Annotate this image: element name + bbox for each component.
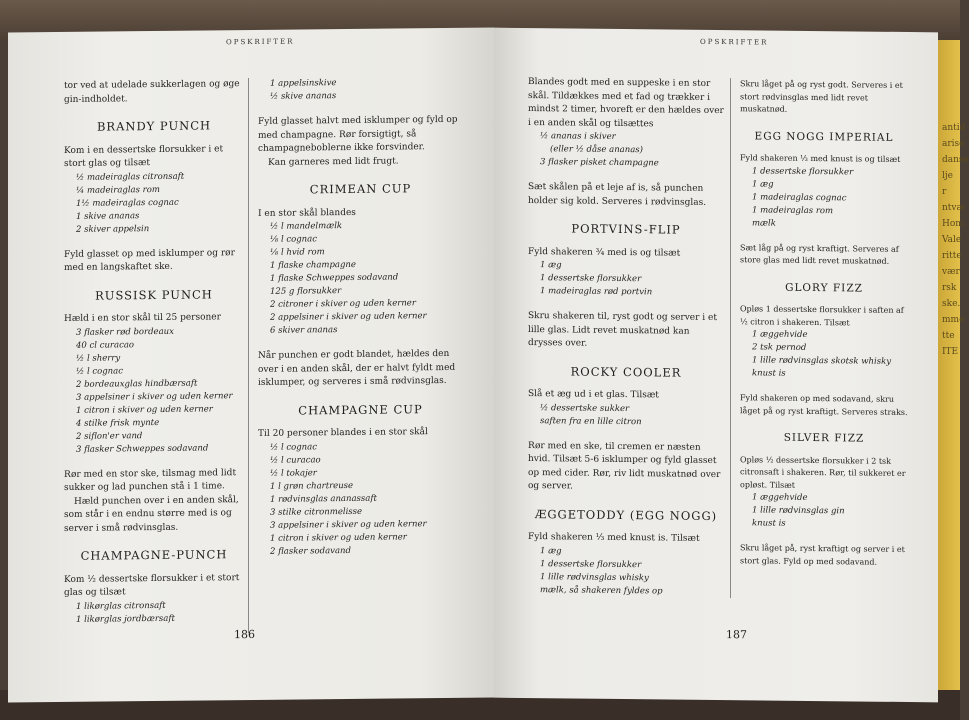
ingredient-item: 1 lille rødvinsglas skotsk whisky: [752, 355, 892, 367]
cover-text-line: tte: [942, 331, 955, 341]
ingredient-list: [64, 170, 244, 237]
cover-text-line: vær: [942, 267, 960, 277]
ingredient-item: 2 citroner i skiver og uden kerner: [270, 298, 416, 310]
intro-text: Skru låget på og ryst godt. Serveres i et stort rødvinsglas med lidt revet muskatnød.: [740, 79, 903, 114]
cover-text-line: Hom: [942, 219, 964, 229]
cover-text-line: rsk: [942, 283, 957, 293]
ingredient-item: ½ dessertske sukker: [540, 402, 630, 414]
intro-text: tor ved at udelade sukkerlagen og øge gin-indholdet.: [64, 79, 240, 105]
ingredient-list: [258, 439, 463, 558]
recipe-title-silver-fizz: SILVER FIZZ: [783, 431, 865, 445]
ingredient-item: ½ ananas i skiver: [540, 131, 616, 142]
cover-text-line: ritte: [942, 251, 962, 261]
ingredient-list: [528, 259, 724, 300]
recipe-instructions: Rør med en stor ske, tilsmag med lidt sukker og lad punchen stå i 1 time.: [64, 467, 237, 493]
ingredient-item: ⅛ l cognac: [270, 234, 317, 245]
ingredient-item: ½ l tokajer: [270, 467, 317, 479]
recipe-instructions: Når punchen er godt blandet, hældes den over i en anden skål, der er halvt fyldt med isklumper, og serveres i små rødvinsglas.: [258, 348, 456, 388]
ingredient-item: 1 dessertske florsukker: [540, 558, 642, 570]
cover-text-line: lje r: [942, 171, 953, 197]
cover-text-line: arise: [942, 139, 965, 149]
ingredient-item: 1 madeiraglas rom: [752, 204, 834, 216]
recipe-lead: Opløs 1 dessertske florsukker i saften af ½ citron i shakeren. Tilsæt: [740, 304, 904, 327]
recipe-title-brandy-punch: BRANDY PUNCH: [96, 118, 212, 134]
recipe-instructions: Sæt skålen på et leje af is, så punchen holder sig kold. Serveres i rødvinsglas.: [528, 182, 707, 208]
adjacent-book-text: [942, 120, 969, 360]
running-head: OPSKRIFTER: [226, 37, 295, 47]
ingredient-item: 1 lille rødvinsglas whisky: [540, 571, 649, 583]
ingredient-item: (eller ½ dåse ananas): [550, 144, 643, 156]
ingredient-item: 1 æg: [540, 260, 562, 271]
ingredient-list: [740, 328, 908, 382]
recipe-lead: Kom i en dessertske florsukker i et stort glas og tilsæt: [64, 143, 224, 169]
ingredient-item: mælk: [752, 217, 776, 229]
recipe-instructions: Kan garneres med lidt frugt.: [268, 155, 399, 168]
recipe-title-crimean-cup: CRIMEAN CUP: [309, 181, 412, 197]
ingredient-list: [528, 402, 724, 430]
ingredient-item: 2 siflon'er vand: [76, 430, 143, 442]
recipe-lead: Hæld i en stor skål til 25 personer: [64, 312, 221, 324]
ingredient-list: [528, 156, 724, 171]
ingredient-item: ½ l curacao: [270, 454, 321, 466]
ingredient-item: 1 dessertske florsukker: [752, 165, 854, 177]
ingredient-item: 3 appelsiner i skiver og uden kerner: [76, 390, 233, 403]
ingredient-item: 3 flasker pisket champagne: [540, 157, 659, 169]
recipe-instructions: Rør med en ske, til cremen er næsten hvid. Tilsæt 5-6 isklumper og fyld glasset op med cider. Rør, riv lidt muskatnød over og server.: [528, 440, 721, 492]
recipe-instructions: Skru shakeren til, ryst godt og server i et lille glas. Lidt revet muskatnød kan drysses over.: [528, 311, 717, 349]
ingredient-item: 1 æg: [540, 545, 562, 556]
ingredient-item: 1 likørglas jordbærsaft: [76, 613, 175, 625]
ingredient-list: [258, 76, 463, 104]
cover-text-line: ITE: [942, 347, 959, 357]
ingredient-item: 3 flasker Schweppes sodavand: [76, 442, 209, 455]
ingredient-list: [258, 219, 463, 338]
recipe-lead: Fyld shakeren ¾ med is og tilsæt: [528, 246, 681, 259]
ingredient-item: 2 flasker sodavand: [270, 545, 351, 557]
ingredient-item: ½ l cognac: [270, 441, 317, 453]
ingredient-item: 125 g florsukker: [270, 286, 342, 297]
ingredient-item: ½ skive ananas: [270, 91, 337, 102]
recipe-lead: Fyld shakeren ⅓ med knust is. Tilsæt: [528, 532, 700, 544]
recipe-title-glory-fizz: GLORY FIZZ: [785, 281, 863, 295]
ingredient-item: 1 l grøn chartreuse: [270, 480, 354, 492]
ingredient-item: 3 appelsiner i skiver og uden kerner: [270, 518, 427, 531]
recipe-lead: Kom ½ dessertske florsukker i et stort glas og tilsæt: [64, 572, 240, 598]
ingredient-item: 1 madeiraglas rød portvin: [540, 286, 653, 298]
ingredient-item: 3 stilke citronmelisse: [270, 506, 363, 518]
ingredient-item: mælk, så shakeren fyldes op: [540, 584, 663, 596]
ingredient-item: 1 citron i skiver og uden kerner: [76, 403, 213, 416]
ingredient-item: 1 æggehvide: [752, 492, 808, 503]
recipe-title-champagne-cup: CHAMPAGNE CUP: [298, 401, 423, 418]
recipe-title-aeggetoddy: ÆGGETODDY (EGG NOGG): [534, 506, 718, 523]
ingredient-list: [64, 325, 244, 457]
ingredient-item: ½ l cognac: [76, 365, 123, 377]
right-page: [494, 28, 938, 703]
ingredient-item: 1 flaske champagne: [270, 259, 356, 271]
ingredient-item: 1 likørglas citronsaft: [76, 600, 166, 612]
left-page: [8, 27, 494, 702]
recipe-title-russisk-punch: RUSSISK PUNCH: [95, 286, 213, 303]
ingredient-item: ½ l sherry: [76, 352, 121, 364]
recipe-instructions: Fyld glasset op med isklumper og rør med en langskaftet ske.: [64, 247, 235, 273]
ingredient-item: 2 appelsiner i skiver og uden kerner: [270, 311, 427, 323]
ingredient-item: knust is: [752, 518, 786, 529]
right-page-column-2: [740, 78, 908, 569]
left-page-column-2: [258, 76, 463, 559]
ingredient-item: 2 tsk pernod: [752, 342, 807, 353]
ingredient-list: [740, 491, 908, 532]
ingredient-item: ½ madeiraglas citronsaft: [76, 171, 185, 183]
cover-text-line: Vale: [942, 235, 962, 245]
ingredient-item: 6 skiver ananas: [270, 325, 338, 336]
recipe-instructions: Fyld glasset halvt med isklumper og fyld op med champagne. Rør forsigtigt, så champagneboblerne ikke forsvinder.: [258, 114, 458, 154]
right-page-column-1: [528, 76, 724, 599]
ingredient-item: ½ l mandelmælk: [270, 221, 343, 232]
recipe-lead: Til 20 personer blandes i en stor skål: [258, 427, 428, 439]
ingredient-item: 4 stilke frisk mynte: [76, 417, 160, 429]
page-number: 186: [234, 627, 255, 642]
cover-text-line: mme: [942, 315, 965, 325]
ingredient-item: 1 æg: [752, 178, 774, 190]
ingredient-item: 1 rødvinsglas ananassaft: [270, 493, 377, 505]
recipe-lead: Fyld shakeren ⅓ med knust is og tilsæt: [740, 153, 901, 164]
ingredient-item: 2 skiver appelsin: [76, 223, 150, 235]
ingredient-list: [64, 599, 244, 627]
ingredient-item: 1 citron i skiver og uden kerner: [270, 531, 407, 544]
ingredient-list: [740, 165, 908, 232]
recipe-instructions: Hæld punchen over i en anden skål, som står i en endnu større med is og server i små rødvinsglas.: [64, 494, 239, 534]
ingredient-item: ⅛ l hvid rom: [270, 247, 325, 258]
recipe-title-egg-nogg-imperial: EGG NOGG IMPERIAL: [754, 129, 894, 144]
recipe-title-champagne-punch: CHAMPAGNE-PUNCH: [80, 547, 228, 563]
ingredient-item: 1½ madeiraglas cognac: [76, 197, 179, 209]
left-page-column-1: [64, 78, 244, 626]
page-number: 187: [726, 628, 747, 642]
cover-text-line: danse: [942, 155, 969, 165]
ingredient-item: 1 flaske Schweppes sodavand: [270, 272, 399, 284]
ingredient-item: 1 appelsinskive: [270, 78, 337, 89]
intro-text: Blandes godt med en suppeske i en stor skål. Tildækkes med et fad og trækker i mindst 2 timer, hvoreft er den hældes over i en anden skål og tilsættes: [528, 77, 724, 129]
cover-text-line: antid: [942, 123, 966, 133]
running-head: OPSKRIFTER: [700, 37, 769, 47]
ingredient-item: 1 dessertske florsukker: [540, 273, 642, 285]
ingredient-list: [528, 545, 724, 599]
recipe-title-portvins-flip: PORTVINS-FLIP: [571, 221, 681, 237]
cover-text-line: ske.: [942, 299, 961, 309]
ingredient-item: saften fra en lille citron: [540, 415, 642, 427]
ingredient-item: 1 skive ananas: [76, 210, 140, 222]
recipe-lead: Slå et æg ud i et glas. Tilsæt: [528, 389, 659, 401]
recipe-instructions: Sæt låg på og ryst kraftigt. Serveres af store glas med lidt revet muskatnød.: [740, 242, 899, 266]
recipe-lead: I en stor skål blandes: [258, 207, 356, 219]
recipe-lead: Opløs ½ dessertske florsukker i 2 tsk citronsaft i shakeren. Rør, til sukkeret er opløst. Tilsæt: [740, 454, 906, 490]
cover-text-line: ntvæ: [942, 203, 965, 213]
ingredient-item: 2 bordeauxglas hindbærsaft: [76, 378, 198, 390]
recipe-instructions: Fyld shakeren op med sodavand, skru låget på og ryst kraftigt. Serveres straks.: [740, 393, 908, 417]
ingredient-item: knust is: [752, 368, 786, 379]
column-divider: [248, 78, 249, 633]
ingredient-item: 3 flasker rød bordeaux: [76, 326, 174, 338]
ingredient-item: ¼ madeiraglas rom: [76, 184, 160, 196]
column-divider: [730, 78, 731, 598]
recipe-title-rocky-cooler: ROCKY COOLER: [570, 363, 682, 380]
ingredient-item: 1 æggehvide: [752, 329, 808, 340]
ingredient-item: 40 cl curacao: [76, 339, 135, 351]
recipe-instructions: Skru låget på, ryst kraftigt og server i et stort glas. Fyld op med sodavand.: [740, 543, 905, 567]
ingredient-item: 1 madeiraglas cognac: [752, 191, 847, 203]
ingredient-item: 1 lille rødvinsglas gin: [752, 505, 845, 517]
